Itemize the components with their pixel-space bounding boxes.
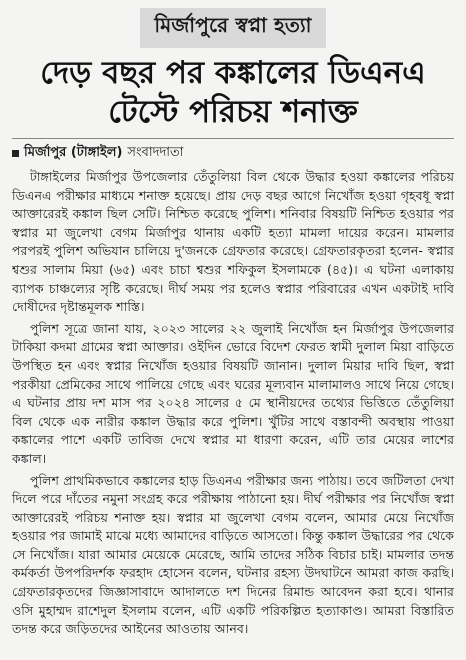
- article-paragraph-3: পুলিশ প্রাথমিকভাবে কঙ্কালের হাড় ডিএনএ পরীক্ষার জন্য পাঠায়। তবে জটিলতা দেখা দিলে পরে দাঁতের নমুনা সংগ্রহ করে পরীক্ষায় পাঠানো হয়। দীর্ঘ পরীক্ষার পর নিখোঁজ স্বপ্না আক্তারেরই পরিচয় শনাক্ত হয়। স্বপ্নার মা জুলেখা বেগম বলেন, আমার মেয়ে নিখোঁজ হওয়ার পর জামাই মাঝে মধ্যে আমাদের বাড়িতে আসতো। কিন্তু কঙ্কাল উদ্ধারের পর থেকে সে নিখোঁজ। যারা আমার মেয়েকে মেরেছে, আমি তাদের সঠিক বিচার চাই। মামলার তদন্ত কর্মকর্তা উপপরিদর্শক ফরহাদ হোসেন বলেন, ঘটনার রহস্য উদঘাটনে আমরা কাজ করছি। গ্রেফতারকৃতদের জিজ্ঞাসাবাদে আদালতে দশ দিনের রিমান্ড আবেদন করা হবে। থানার ওসি মুহাম্মদ রাশেদুল ইসলাম বলেন, এটি একটি পরিকল্পিত হত্যাকাণ্ড। আমরা বিস্তারিত তদন্ত করে জড়িতদের আইনের আওতায় আনব।: [12, 472, 454, 637]
- byline: [12, 143, 454, 164]
- kicker-label: মির্জাপুরে স্বপ্না হত্যা: [140, 8, 325, 48]
- article-paragraph-2: পুলিশ সূত্রে জানা যায়, ২০২৩ সালের ২২ জুলাই নিখোঁজ হন মির্জাপুর উপজেলার টাকিয়া কদমা গ্রামের স্বপ্না আক্তার। ওইদিন ভোরে বিদেশ ফেরত স্বামী দুলাল মিয়া বাড়িতে উপস্থিত হন এবং স্বপ্নার নিখোঁজ হওয়ার বিষয়টি জানান। দুলাল মিয়ার দাবি ছিল, স্বপ্না পরকীয়া প্রেমিকের সাথে পালিয়ে গেছে এবং ঘরের মূল্যবান মালামালও সাথে নিয়ে গেছে। এ ঘটনার প্রায় দশ মাস পর ২০২৪ সালের ৫ মে স্থানীয়দের তথ্যের ভিত্তিতে তেঁতুলিয়া বিল থেকে এক নারীর কঙ্কাল উদ্ধার করে পুলিশ। খুঁটির সাথে বস্তাবন্দী অবস্থায় পাওয়া কঙ্কালের পাশে একটি তাবিজ দেখে স্বপ্নার মা ধারণা করেন, এটি তার মেয়ের লাশের কঙ্কাল।: [12, 320, 454, 466]
- byline-place: মির্জাপুর (টাঙ্গাইল): [24, 145, 123, 160]
- kicker-container: [12, 8, 454, 48]
- byline-desk: সংবাদদাতা: [127, 145, 184, 160]
- headline: [12, 54, 454, 132]
- byline-bullet-icon: [12, 150, 19, 157]
- divider: [12, 138, 454, 139]
- article-paragraph-1: টাঙ্গাইলের মির্জাপুর উপজেলার তেঁতুলিয়া বিল থেকে উদ্ধার হওয়া কঙ্কালের পরিচয় ডিএনএ পরীক্ষার মাধ্যমে শনাক্ত হয়েছে। প্রায় দেড় বছর আগে নিখোঁজ হওয়া গৃহবধূ স্বপ্না আক্তারেরই কঙ্কাল ছিল সেটি। নিশ্চিত করেছে পুলিশ। শনিবার বিষয়টি নিশ্চিত হওয়ার পর স্বপ্নার মা জুলেখা বেগম মির্জাপুর থানায় একটি হত্যা মামলা দায়ের করেন। মামলার পরপরই পুলিশ অভিযান চালিয়ে দু'জনকে গ্রেফতার করেছে। গ্রেফতারকৃতরা হলেন- স্বপ্নার শ্বশুর সালাম মিয়া (৬৫) এবং চাচা শ্বশুর শফিকুল ইসলামকে (৪৫)। এ ঘটনা এলাকায় ব্যাপক চাঞ্চল্যের সৃষ্টি করেছে। দীর্ঘ সময় পর হলেও স্বপ্নার পরিবারের এখন একটাই দাবি দোষীদের দৃষ্টান্তমূলক শাস্তি।: [12, 169, 454, 315]
- headline-line-2: টেস্টে পরিচয় শনাক্ত: [108, 94, 358, 130]
- headline-line-1: দেড় বছর পর কঙ্কালের ডিএনএ: [40, 55, 426, 91]
